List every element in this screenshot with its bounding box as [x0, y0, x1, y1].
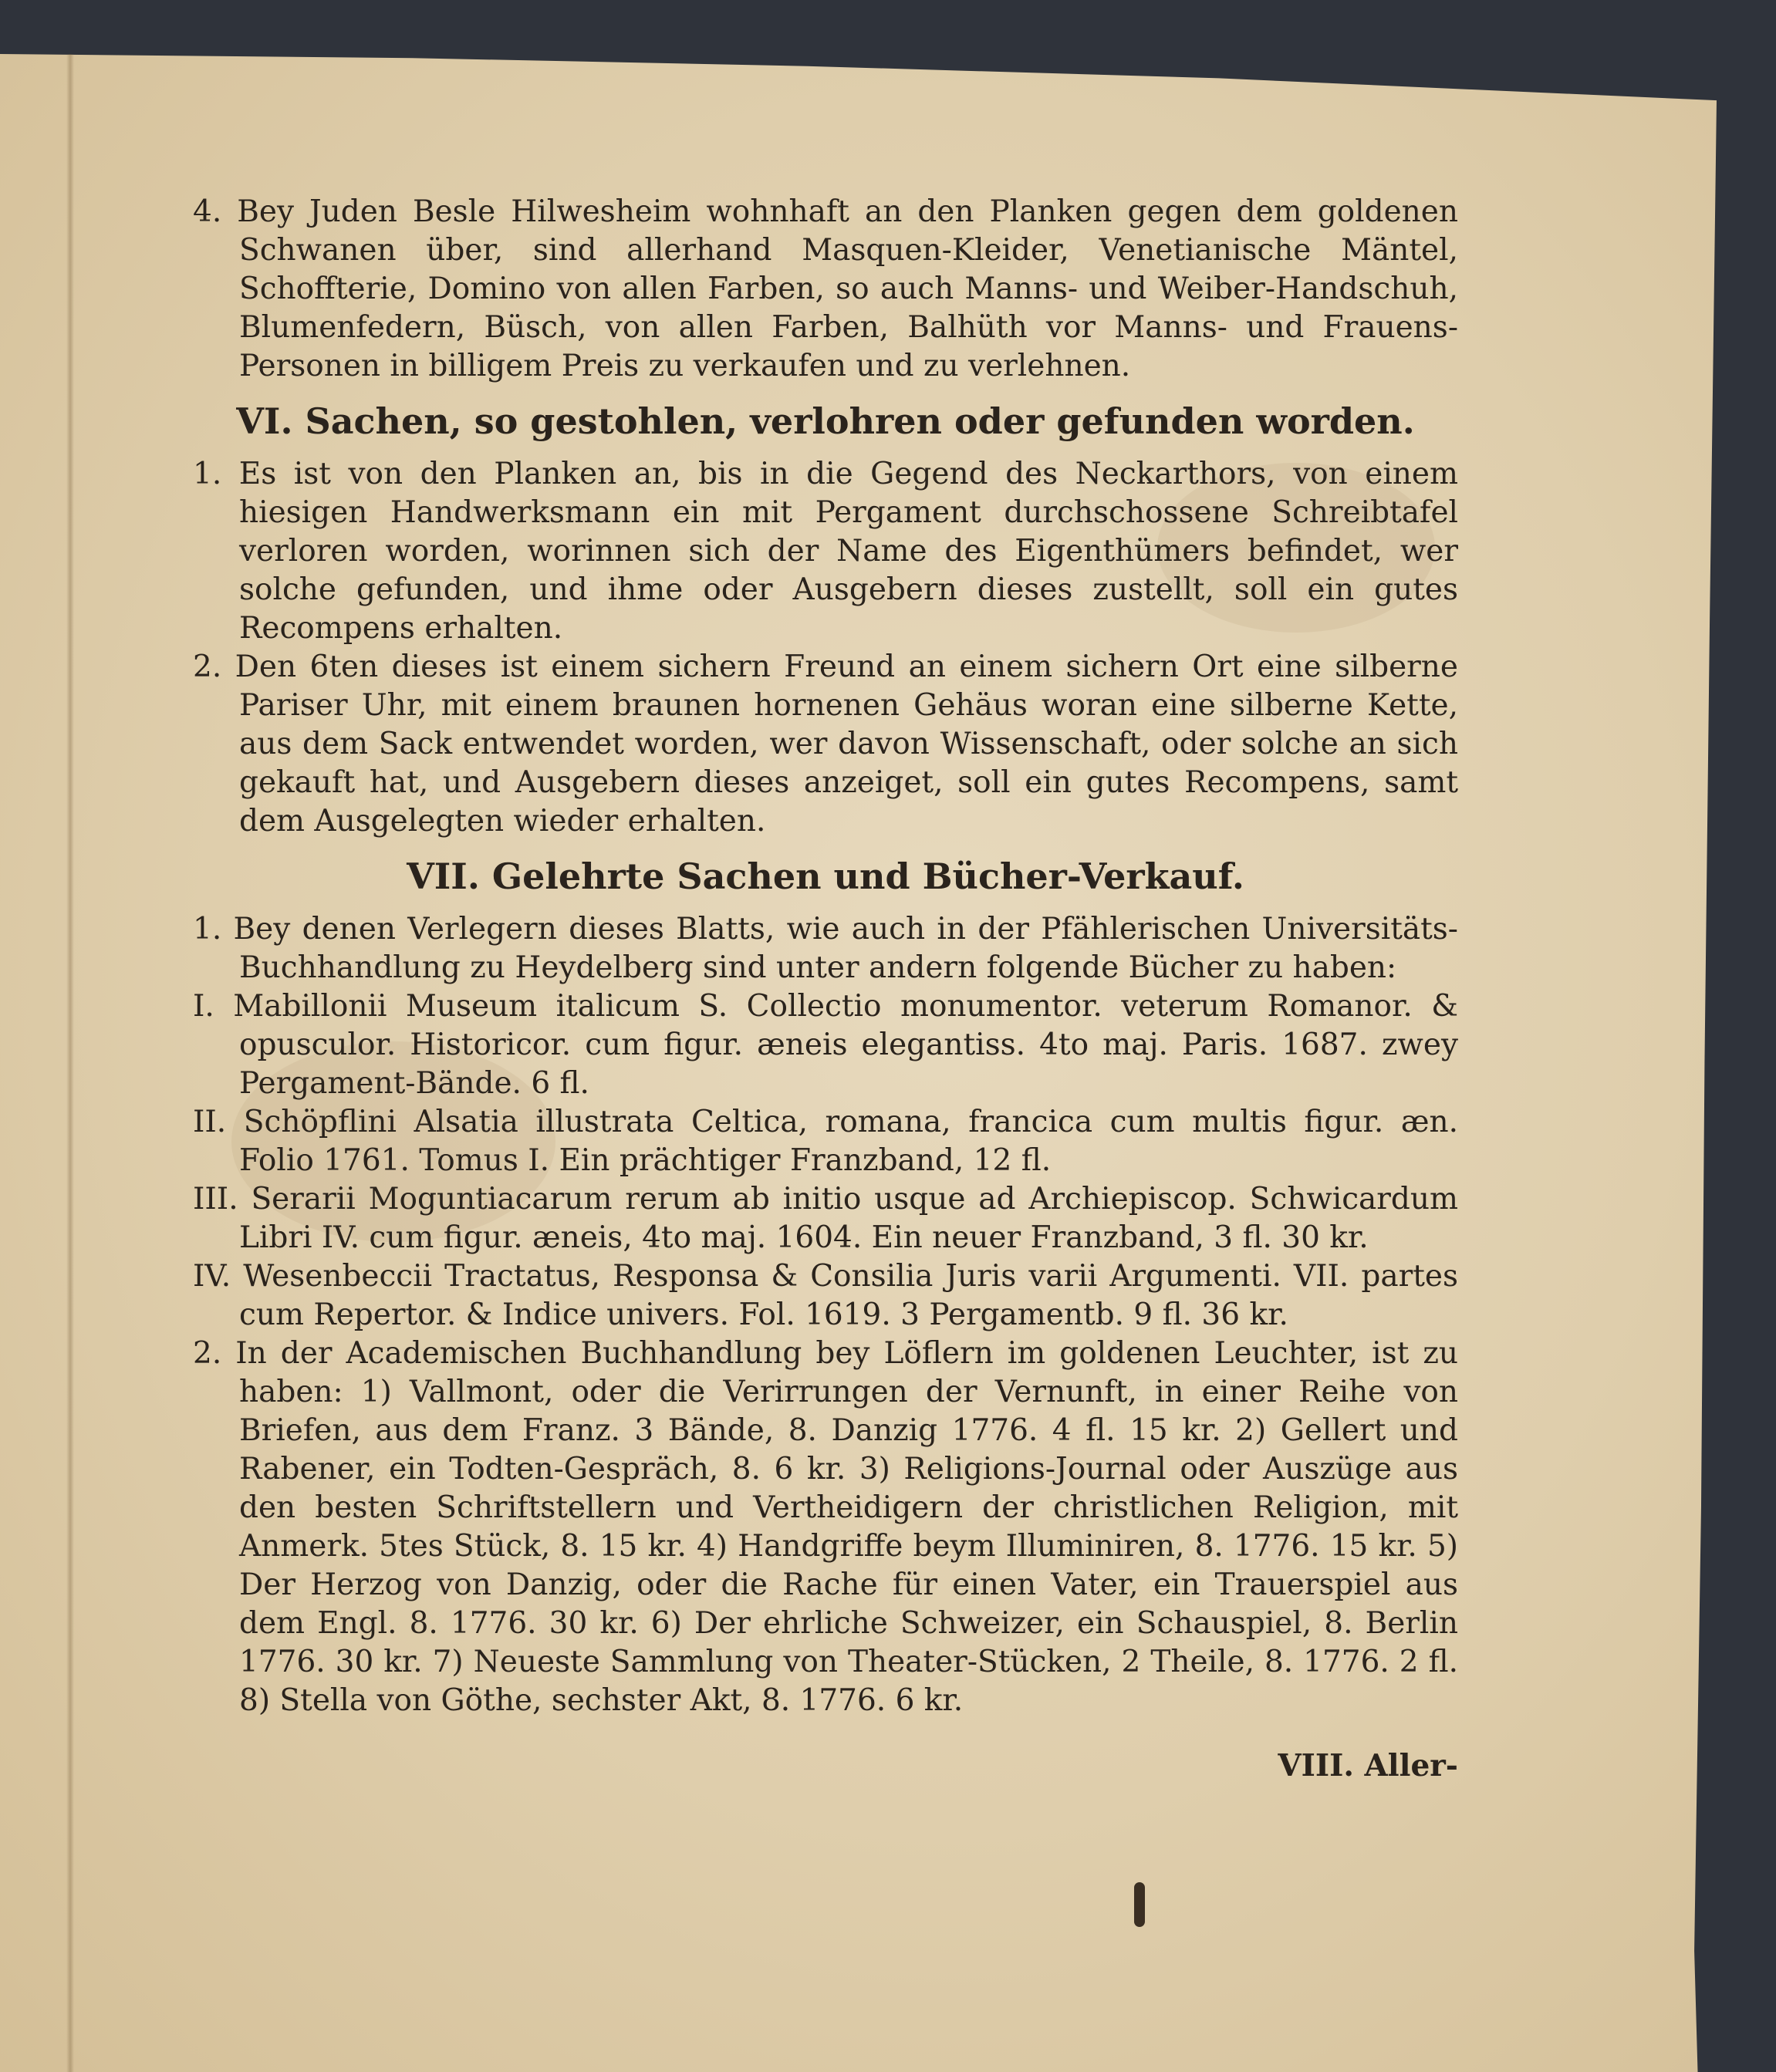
entry-7-2: 2. In der Academischen Buchhandlung bey Löflern im goldenen Leuchter, ist zu haben: 1) Vallmont, oder die Verirrungen der Vernunft, in einer Reihe von Briefen, aus dem Franz. 3 Bände, 8. Danzig 1776. 4 fl. 15 kr. 2) Gellert und Rabener, ein Todten-Gespräch, 8. 6 kr. 3) Religions-Journal oder Auszüge aus den besten Schriftstellern und Vertheidigern der christlichen Religion, mit Anmerk. 5tes Stück, 8. 15 kr. 4) Handgriffe beym Illuminiren, 8. 1776. 15 kr. 5) Der Herzog von Danzig, oder die Rache für einen Vater, ein Trauerspiel aus dem Engl. 8. 1776. 30 kr. 6) Der ehrliche Schweizer, ein Schauspiel, 8. Berlin 1776. 30 kr. 7) Neueste Sammlung von Theater-Stücken, 2 Theile, 8. 1776. 2 fl. 8) Stella von Göthe, sechster Akt, 8. 1776. 6 kr. — [193, 1336, 1458, 1718]
entry-6-2: 2. Den 6ten dieses ist einem sichern Freund an einem sichern Ort eine silberne Pariser Uhr, mit einem braunen hornenen Gehäus woran eine silberne Kette, aus dem Sack entwendet worden, wer davon Wissenschaft, oder solche an sich gekauft hat, und Ausgebern dieses anzeiget, soll ein gutes Recompens, samt dem Ausgelegten wieder erhalten. — [193, 650, 1458, 839]
section-7-heading: VII. Gelehrte Sachen und Bücher-Verkauf. — [407, 855, 1244, 897]
page-text — [193, 193, 1458, 1785]
entry-7-1: 1. Bey denen Verlegern dieses Blatts, wie auch in der Pfählerischen Universitäts-Buchhandlung zu Heydelberg sind unter andern folgende Bücher zu haben: — [193, 912, 1458, 985]
fold-crease — [66, 54, 74, 2072]
book-entry-3: III. Serarii Moguntiacarum rerum ab initio usque ad Archiepiscop. Schwicardum Libri IV. cum figur. æneis, 4to maj. 1604. Ein neuer Franzband, 3 fl. 30 kr. — [193, 1182, 1458, 1255]
ink-mark — [1134, 1882, 1145, 1927]
book-entry-4: IV. Wesenbeccii Tractatus, Responsa & Consilia Juris varii Argumenti. VII. partes cum Repertor. & Indice univers. Fol. 1619. 3 Pergamentb. 9 fl. 36 kr. — [193, 1259, 1458, 1332]
book-entry-1: I. Mabillonii Museum italicum S. Collectio monumentor. veterum Romanor. & opusculor. Historicor. cum figur. æneis elegantiss. 4to maj. Paris. 1687. zwey Pergament-Bände. 6 fl. — [193, 989, 1458, 1101]
catchword: VIII. Aller- — [1278, 1748, 1458, 1783]
section-6-heading: VI. Sachen, so gestohlen, verlohren oder gefunden worden. — [236, 400, 1415, 442]
entry-6-1: 1. Es ist von den Planken an, bis in die Gegend des Neckarthors, von einem hiesigen Handwerksmann ein mit Pergament durchschossene Schreibtafel verloren worden, worinnen sich der Name des Eigenthümers befindet, wer solche gefunden, und ihme oder Ausgebern dieses zustellt, soll ein gutes Recompens erhalten. — [193, 457, 1458, 646]
entry-5-4: 4. Bey Juden Besle Hilwesheim wohnhaft an den Planken gegen dem goldenen Schwanen über, sind allerhand Masquen-Kleider, Venetianische Mäntel, Schoffterie, Domino von allen Farben, so auch Manns- und Weiber-Handschuh, Blumenfedern, Büsch, von allen Farben, Balhüth vor Manns- und Frauens-Personen in billigem Preis zu verkaufen und zu verlehnen. — [193, 194, 1458, 383]
book-entry-2: II. Schöpflini Alsatia illustrata Celtica, romana, francica cum multis figur. æn. Folio 1761. Tomus I. Ein prächtiger Franzband, 12 fl. — [193, 1105, 1458, 1178]
